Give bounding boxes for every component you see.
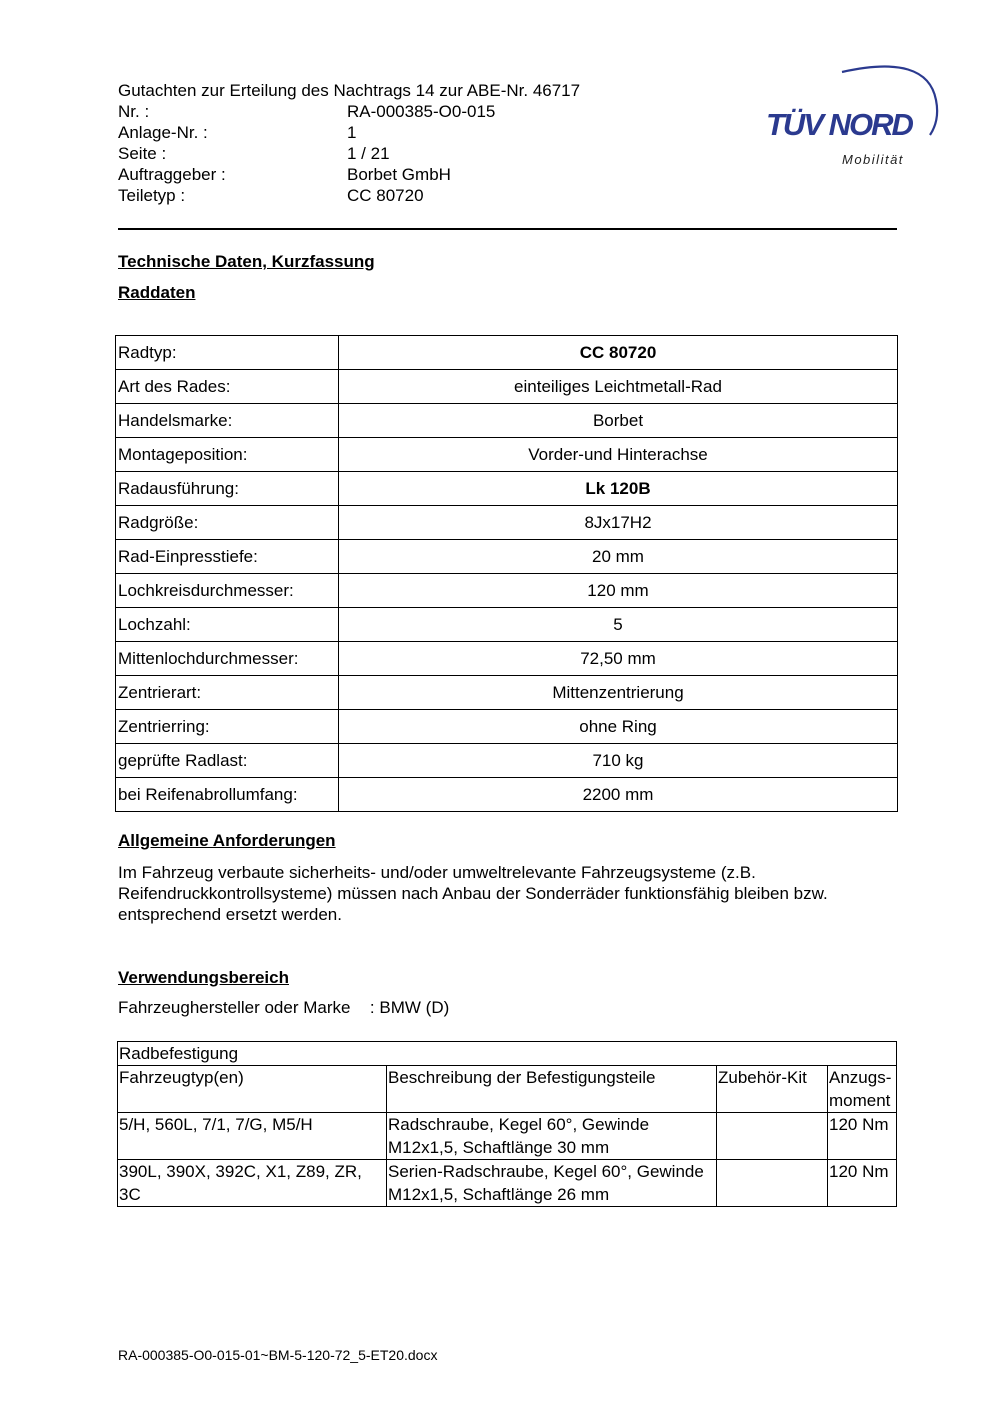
raddaten-label: Montageposition:: [116, 438, 339, 472]
raddaten-row: [116, 506, 898, 540]
allgemeine-anforderungen-text: Im Fahrzeug verbaute sicherheits- und/oder umweltrelevante Fahrzeugsysteme (z.B. Reifendruckkontrollsysteme) müssen nach Anbau der Sonderräder funktionsfähig bleiben bzw. entsprechend ersetzt werden.: [118, 863, 828, 924]
table-row: [118, 1160, 897, 1207]
raddaten-row: [116, 710, 898, 744]
radbefestigung-table: [117, 1041, 897, 1207]
raddaten-row: [116, 472, 898, 506]
raddaten-label: Lochzahl:: [116, 608, 339, 642]
raddaten-row: [116, 676, 898, 710]
raddaten-value: 710 kg: [339, 744, 898, 778]
table-row: [118, 1113, 897, 1160]
raddaten-row: [116, 642, 898, 676]
raddaten-label: Zentrierart:: [116, 676, 339, 710]
logo-brand-text: TÜV NORD: [766, 107, 912, 142]
raddaten-row: [116, 540, 898, 574]
section-allgemeine-anforderungen: Allgemeine Anforderungen: [118, 831, 336, 850]
raddaten-value: 72,50 mm: [339, 642, 898, 676]
table-cell: Serien-Radschraube, Kegel 60°, Gewinde M12x1,5, Schaftlänge 26 mm: [387, 1160, 717, 1207]
raddaten-value: 20 mm: [339, 540, 898, 574]
header-value: Borbet GmbH: [347, 165, 451, 184]
raddaten-label: Radgröße:: [116, 506, 339, 540]
column-header: Zubehör-Kit: [717, 1066, 828, 1113]
raddaten-row: [116, 404, 898, 438]
header-value: RA-000385-O0-015: [347, 102, 496, 121]
raddaten-label: Rad-Einpresstiefe:: [116, 540, 339, 574]
radbefestigung-title: Radbefestigung: [118, 1042, 897, 1066]
section-technische-daten: Technische Daten, Kurzfassung: [118, 252, 375, 271]
raddaten-value: Vorder-und Hinterachse: [339, 438, 898, 472]
raddaten-label: Mittenlochdurchmesser:: [116, 642, 339, 676]
raddaten-label: Lochkreisdurchmesser:: [116, 574, 339, 608]
raddaten-label: Radtyp:: [116, 336, 339, 370]
raddaten-row: [116, 336, 898, 370]
raddaten-value: Borbet: [339, 404, 898, 438]
section-raddaten: Raddaten: [118, 283, 196, 302]
table-cell: 390L, 390X, 392C, X1, Z89, ZR, 3C: [118, 1160, 387, 1207]
section-verwendungsbereich: Verwendungsbereich: [118, 968, 289, 987]
raddaten-row: [116, 608, 898, 642]
header-field-seite: [118, 143, 580, 164]
header-key: Nr. :: [118, 102, 150, 121]
table-cell: Radschraube, Kegel 60°, Gewinde M12x1,5, Schaftlänge 30 mm: [387, 1113, 717, 1160]
column-header: Beschreibung der Befestigungsteile: [387, 1066, 717, 1113]
header-divider: [118, 228, 897, 230]
raddaten-value: ohne Ring: [339, 710, 898, 744]
raddaten-label: Radausführung:: [116, 472, 339, 506]
column-header: Fahrzeugtyp(en): [118, 1066, 387, 1113]
document-title: Gutachten zur Erteilung des Nachtrags 14 zur ABE-Nr. 46717: [118, 81, 581, 100]
document-header: [118, 80, 580, 206]
raddaten-label: bei Reifenabrollumfang:: [116, 778, 339, 812]
raddaten-label: Zentrierring:: [116, 710, 339, 744]
header-value: 1 / 21: [347, 144, 390, 163]
table-cell: [717, 1160, 828, 1207]
header-value: CC 80720: [347, 186, 424, 205]
table-cell: [717, 1113, 828, 1160]
table-cell: 5/H, 560L, 7/1, 7/G, M5/H: [118, 1113, 387, 1160]
raddaten-value: Mittenzentrierung: [339, 676, 898, 710]
header-key: Anlage-Nr. :: [118, 123, 208, 142]
raddaten-row: [116, 574, 898, 608]
raddaten-value: Lk 120B: [339, 472, 898, 506]
header-key: Seite :: [118, 144, 167, 163]
header-field-teiletyp: [118, 185, 580, 206]
footer-filename: RA-000385-O0-015-01~BM-5-120-72_5-ET20.docx: [118, 1347, 438, 1363]
raddaten-label: geprüfte Radlast:: [116, 744, 339, 778]
raddaten-value: 120 mm: [339, 574, 898, 608]
column-header: Anzugs-moment: [828, 1066, 897, 1113]
raddaten-label: Art des Rades:: [116, 370, 339, 404]
raddaten-label: Handelsmarke:: [116, 404, 339, 438]
header-field-anlage: [118, 122, 580, 143]
hersteller-separator: :: [369, 998, 375, 1017]
raddaten-value: CC 80720: [339, 336, 898, 370]
header-value: 1: [347, 123, 357, 142]
raddaten-row: [116, 370, 898, 404]
raddaten-value: 5: [339, 608, 898, 642]
header-key: Teiletyp :: [118, 186, 186, 205]
header-field-nr: [118, 101, 580, 122]
hersteller-value: BMW (D): [379, 998, 450, 1017]
header-field-auftraggeber: [118, 164, 580, 185]
table-cell: 120 Nm: [828, 1160, 897, 1207]
raddaten-value: 2200 mm: [339, 778, 898, 812]
fahrzeughersteller-line: [118, 998, 449, 1018]
table-header-row: [118, 1066, 897, 1113]
header-key: Auftraggeber :: [118, 165, 226, 184]
table-title-row: [118, 1042, 897, 1066]
tuev-nord-logo: [762, 55, 942, 175]
raddaten-row: [116, 438, 898, 472]
logo-subtitle-text: Mobilität: [842, 152, 904, 167]
raddaten-table: [115, 335, 898, 812]
raddaten-value: 8Jx17H2: [339, 506, 898, 540]
hersteller-label: Fahrzeughersteller oder Marke: [118, 998, 351, 1017]
raddaten-row: [116, 744, 898, 778]
raddaten-value: einteiliges Leichtmetall-Rad: [339, 370, 898, 404]
raddaten-row: [116, 778, 898, 812]
table-cell: 120 Nm: [828, 1113, 897, 1160]
